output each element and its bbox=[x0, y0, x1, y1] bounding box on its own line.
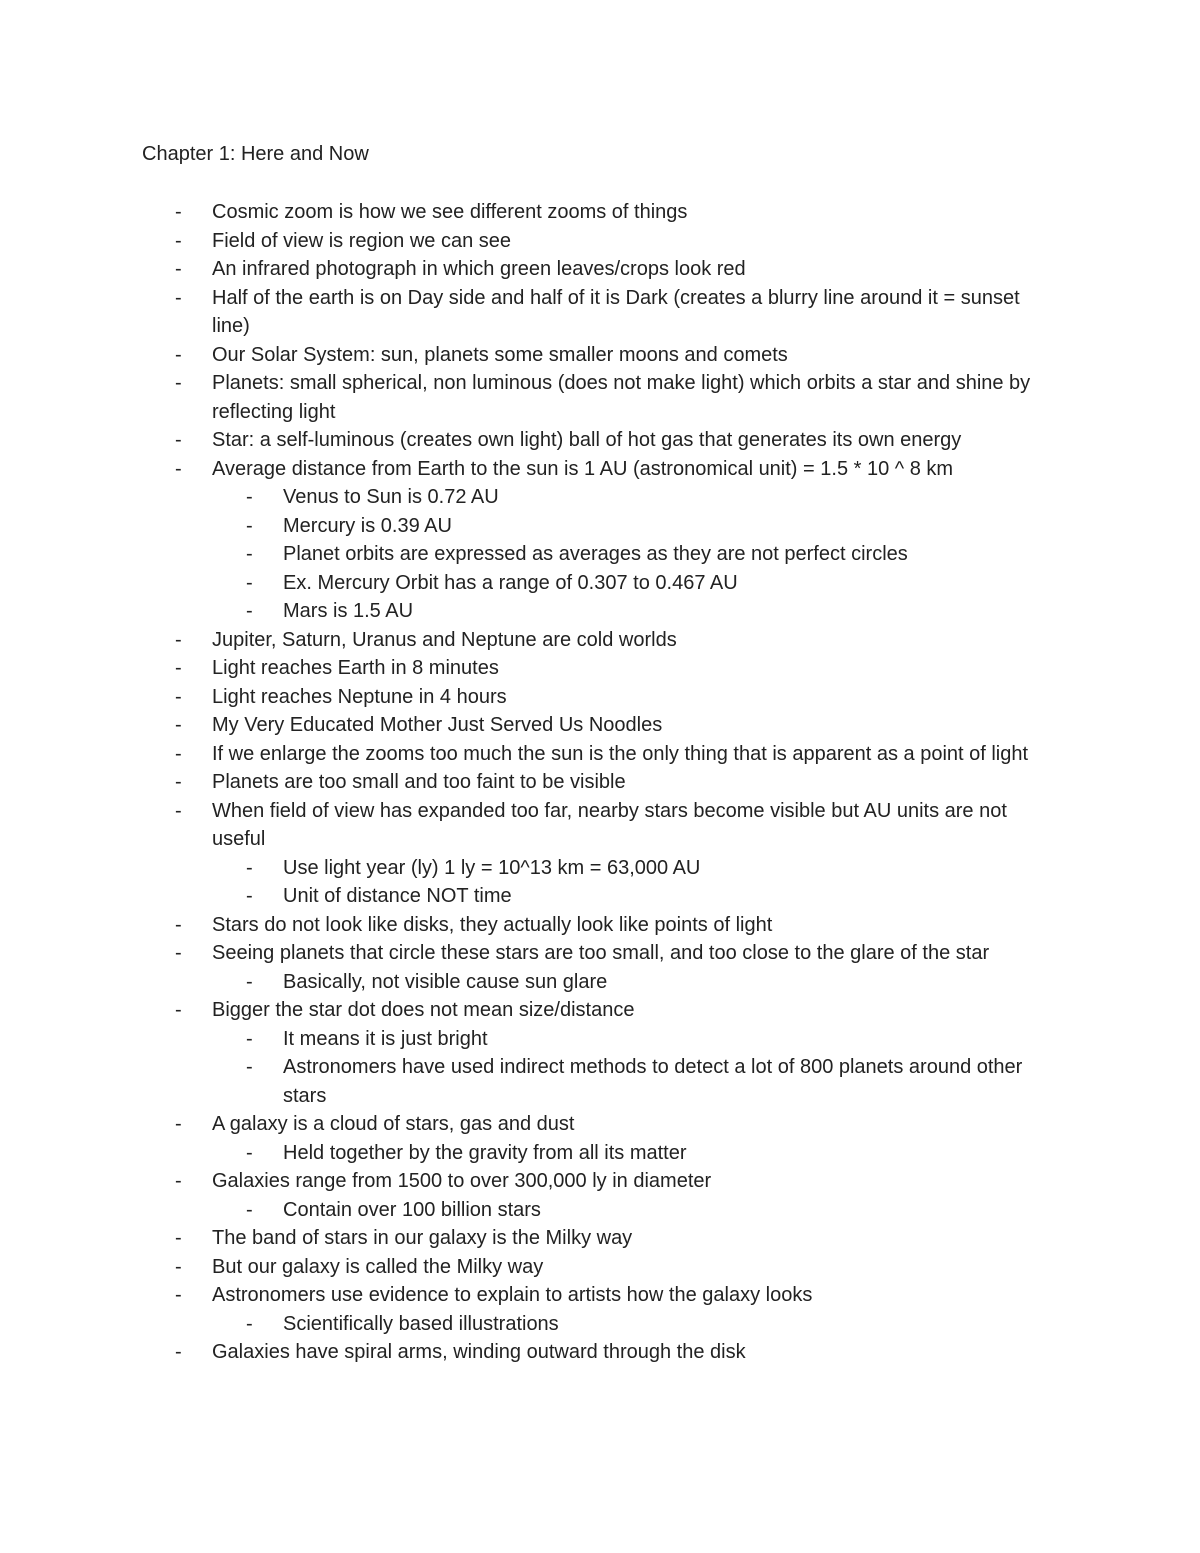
list-item bbox=[142, 1253, 1062, 1282]
list-item-text: Half of the earth is on Day side and half of it is Dark (creates a blurry line around it = sunset line) bbox=[212, 286, 1020, 337]
bullet-dash: - bbox=[175, 1227, 182, 1249]
list-item bbox=[142, 911, 1062, 940]
list-item bbox=[142, 1224, 1062, 1253]
bullet-dash: - bbox=[175, 429, 182, 451]
list-item-text: If we enlarge the zooms too much the sun is the only thing that is apparent as a point of light bbox=[212, 742, 1029, 765]
bullet-dash: - bbox=[246, 571, 253, 594]
list-item-text: Average distance from Earth to the sun is 1 AU (astronomical unit) = 1.5 * 10 ^ 8 km bbox=[212, 457, 954, 480]
list-item-text: Stars do not look like disks, they actually look like points of light bbox=[212, 913, 773, 936]
bullet-dash: - bbox=[246, 1056, 253, 1078]
list-item-text: Basically, not visible cause sun glare bbox=[283, 970, 608, 993]
list-item-text: Held together by the gravity from all its matter bbox=[283, 1141, 687, 1164]
sub-list-item bbox=[142, 1025, 1043, 1054]
bullet-dash: - bbox=[175, 286, 182, 309]
bullet-dash: - bbox=[246, 856, 253, 879]
list-item-text: A galaxy is a cloud of stars, gas and dust bbox=[212, 1113, 575, 1135]
list-item-text: Planet orbits are expressed as averages as they are not perfect circles bbox=[283, 543, 908, 565]
list-item-text: Cosmic zoom is how we see different zooms of things bbox=[212, 201, 688, 223]
list-item bbox=[142, 369, 1062, 426]
bullet-dash: - bbox=[175, 628, 182, 651]
list-item-text: Field of view is region we can see bbox=[212, 229, 512, 252]
bullet-dash: - bbox=[175, 742, 182, 765]
list-item-text: An infrared photograph in which green leaves/crops look red bbox=[212, 258, 746, 280]
bullet-dash: - bbox=[175, 1284, 182, 1306]
bullet-dash: - bbox=[246, 514, 253, 537]
sub-list-item bbox=[142, 1310, 1043, 1339]
list-item bbox=[142, 654, 1062, 683]
list-item bbox=[142, 341, 1062, 370]
bullet-dash: - bbox=[175, 229, 182, 252]
list-item bbox=[142, 939, 1062, 968]
list-item-text: My Very Educated Mother Just Served Us Noodles bbox=[212, 714, 663, 736]
bullet-dash: - bbox=[175, 1170, 182, 1192]
list-item-text: Jupiter, Saturn, Uranus and Neptune are cold worlds bbox=[212, 628, 677, 651]
list-item bbox=[142, 1167, 1062, 1196]
list-item-text: Planets: small spherical, non luminous (does not make light) which orbits a star and shine by reflecting light bbox=[212, 372, 1031, 423]
bullet-dash: - bbox=[175, 799, 182, 822]
sub-list-item bbox=[142, 882, 1043, 911]
sub-list-item bbox=[142, 512, 1043, 541]
bullet-dash: - bbox=[175, 771, 182, 793]
bullet-dash: - bbox=[175, 999, 182, 1021]
bullet-dash: - bbox=[246, 885, 253, 907]
bullet-dash: - bbox=[175, 343, 182, 366]
list-item-text: When field of view has expanded too far, nearby stars become visible but AU units are not useful bbox=[212, 799, 1007, 850]
list-item bbox=[142, 711, 1062, 740]
sub-list-item bbox=[142, 968, 1043, 997]
sub-list-item bbox=[142, 1196, 1043, 1225]
list-item bbox=[142, 996, 1062, 1025]
bullet-dash: - bbox=[246, 486, 253, 508]
list-item-text: Astronomers use evidence to explain to artists how the galaxy looks bbox=[212, 1284, 813, 1306]
notes-list bbox=[142, 198, 1082, 1367]
bullet-dash: - bbox=[175, 685, 182, 708]
bullet-dash: - bbox=[246, 600, 253, 622]
list-item-text: Bigger the star dot does not mean size/distance bbox=[212, 999, 635, 1021]
list-item-text: Scientifically based illustrations bbox=[283, 1312, 559, 1335]
list-item-text: Planets are too small and too faint to be visible bbox=[212, 771, 626, 793]
list-item-text: Light reaches Neptune in 4 hours bbox=[212, 685, 507, 708]
list-item-text: But our galaxy is called the Milky way bbox=[212, 1255, 544, 1278]
bullet-dash: - bbox=[246, 1312, 253, 1335]
list-item bbox=[142, 227, 1062, 256]
sub-list-item bbox=[142, 483, 1043, 512]
list-item bbox=[142, 797, 1062, 854]
bullet-dash: - bbox=[175, 657, 182, 679]
list-item bbox=[142, 683, 1062, 712]
bullet-dash: - bbox=[175, 714, 182, 736]
list-item-text: Mercury is 0.39 AU bbox=[283, 514, 452, 537]
bullet-dash: - bbox=[175, 258, 182, 280]
list-item-text: Astronomers have used indirect methods to detect a lot of 800 planets around other stars bbox=[283, 1056, 1023, 1107]
list-item-text: Ex. Mercury Orbit has a range of 0.307 to 0.467 AU bbox=[283, 571, 738, 594]
list-item bbox=[142, 1338, 1062, 1367]
list-item-text: Unit of distance NOT time bbox=[283, 885, 512, 907]
bullet-dash: - bbox=[246, 1027, 253, 1050]
list-item bbox=[142, 255, 1062, 284]
list-item bbox=[142, 198, 1062, 227]
sub-list-item bbox=[142, 597, 1043, 626]
bullet-dash: - bbox=[175, 201, 182, 223]
bullet-dash: - bbox=[175, 942, 182, 964]
sub-list-item bbox=[142, 540, 1043, 569]
bullet-dash: - bbox=[175, 372, 182, 394]
list-item bbox=[142, 455, 1062, 484]
list-item bbox=[142, 1281, 1062, 1310]
list-item-text: Star: a self-luminous (creates own light) ball of hot gas that generates its own energy bbox=[212, 429, 962, 451]
list-item-text: Galaxies range from 1500 to over 300,000 ly in diameter bbox=[212, 1170, 712, 1192]
list-item bbox=[142, 740, 1062, 769]
bullet-dash: - bbox=[175, 1113, 182, 1135]
list-item-text: The band of stars in our galaxy is the Milky way bbox=[212, 1227, 633, 1249]
document-page bbox=[142, 140, 1082, 1367]
sub-list-item bbox=[142, 854, 1043, 883]
list-item bbox=[142, 626, 1062, 655]
sub-list-item bbox=[142, 569, 1043, 598]
bullet-dash: - bbox=[246, 543, 253, 565]
page-title: Chapter 1: Here and Now bbox=[142, 143, 369, 165]
bullet-dash: - bbox=[175, 913, 182, 936]
bullet-dash: - bbox=[175, 1341, 182, 1363]
list-item-text: Galaxies have spiral arms, winding outward through the disk bbox=[212, 1341, 746, 1363]
bullet-dash: - bbox=[246, 1198, 253, 1221]
list-item-text: Our Solar System: sun, planets some smaller moons and comets bbox=[212, 343, 788, 366]
sub-list-item bbox=[142, 1053, 1043, 1110]
bullet-dash: - bbox=[246, 970, 253, 993]
list-item-text: Contain over 100 billion stars bbox=[283, 1198, 541, 1221]
list-item bbox=[142, 1110, 1062, 1139]
list-item-text: Use light year (ly) 1 ly = 10^13 km = 63,000 AU bbox=[283, 856, 701, 879]
list-item-text: Light reaches Earth in 8 minutes bbox=[212, 657, 499, 679]
bullet-dash: - bbox=[246, 1141, 253, 1164]
bullet-dash: - bbox=[175, 457, 182, 480]
bullet-dash: - bbox=[175, 1255, 182, 1278]
list-item-text: Venus to Sun is 0.72 AU bbox=[283, 486, 499, 508]
list-item bbox=[142, 426, 1062, 455]
list-item bbox=[142, 284, 1062, 341]
list-item-text: Seeing planets that circle these stars are too small, and too close to the glare of the star bbox=[212, 942, 990, 964]
list-item-text: Mars is 1.5 AU bbox=[283, 600, 414, 622]
list-item-text: It means it is just bright bbox=[283, 1027, 488, 1050]
sub-list-item bbox=[142, 1139, 1043, 1168]
list-item bbox=[142, 768, 1062, 797]
